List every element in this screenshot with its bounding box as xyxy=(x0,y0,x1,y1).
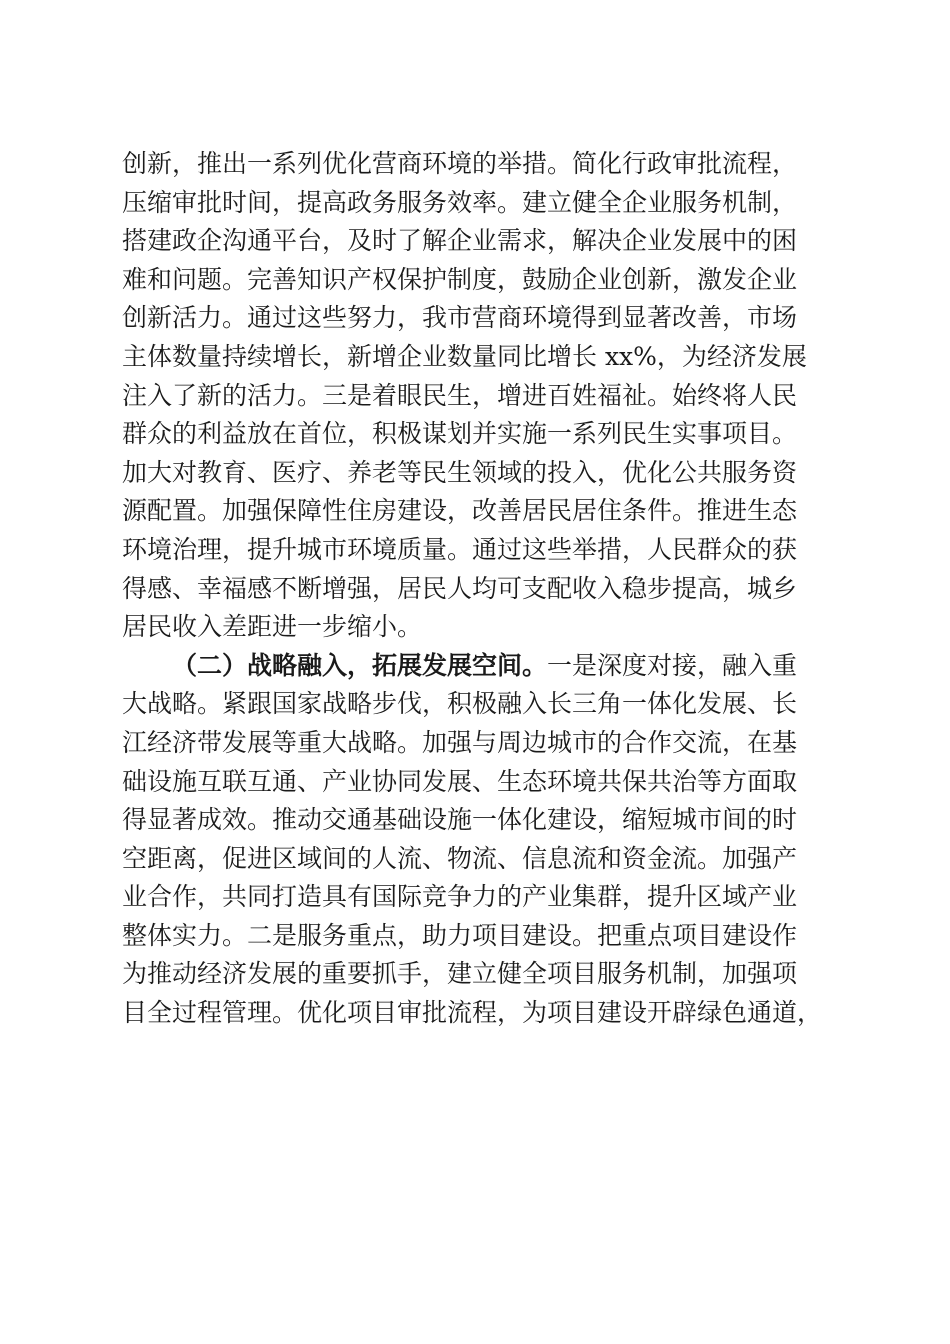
text-line: 难和问题。完善知识产权保护制度，鼓励企业创新，激发企业 xyxy=(122,264,798,294)
text-line: 为推动经济发展的重要抓手，建立健全项目服务机制，加强项 xyxy=(122,959,798,989)
text-line: 创新，推出一系列优化营商环境的举措。简化行政审批流程， xyxy=(122,149,798,178)
text-line: 居民收入差距进一步缩小。 xyxy=(122,612,423,642)
section-heading-rest: 一是深度对接，融入重 xyxy=(547,650,798,680)
section-heading-line xyxy=(122,647,832,686)
text-line: 加大对教育、医疗、养老等民生领域的投入，优化公共服务资 xyxy=(122,457,798,487)
text-line: 得感、幸福感不断增强，居民人均可支配收入稳步提高，城乡 xyxy=(122,573,798,603)
text-line: 江经济带发展等重大战略。加强与周边城市的合作交流，在基 xyxy=(122,727,798,757)
text-line: 大战略。紧跟国家战略步伐，积极融入长三角一体化发展、长 xyxy=(122,689,798,719)
text-line: 础设施互联互通、产业协同发展、生态环境共保共治等方面取 xyxy=(122,766,798,796)
text-line: 得显著成效。推动交通基础设施一体化建设，缩短城市间的时 xyxy=(122,805,798,835)
text-line: 目全过程管理。优化项目审批流程，为项目建设开辟绿色通道， xyxy=(122,998,823,1028)
text-line: 业合作，共同打造具有国际竞争力的产业集群，提升区域产业 xyxy=(122,882,798,912)
text-line: 整体实力。二是服务重点，助力项目建设。把重点项目建设作 xyxy=(122,920,798,950)
text-line: 空距离，促进区域间的人流、物流、信息流和资金流。加强产 xyxy=(122,843,798,873)
text-line: 环境治理，提升城市环境质量。通过这些举措，人民群众的获 xyxy=(122,534,798,564)
text-line: 搭建政企沟通平台，及时了解企业需求，解决企业发展中的困 xyxy=(122,226,798,256)
body-text xyxy=(122,145,832,1033)
text-line: 群众的利益放在首位，积极谋划并实施一系列民生实事项目。 xyxy=(122,419,798,449)
text-line: 主体数量持续增长，新增企业数量同比增长 xx%，为经济发展 xyxy=(122,341,807,371)
text-line: 创新活力。通过这些努力，我市营商环境得到显著改善，市场 xyxy=(122,303,798,333)
text-line: 源配置。加强保障性住房建设，改善居民居住条件。推进生态 xyxy=(122,496,798,526)
section-heading: （二）战略融入，拓展发展空间。 xyxy=(172,650,548,680)
text-line: 注入了新的活力。三是着眼民生，增进百姓福祉。始终将人民 xyxy=(122,380,798,410)
text-line: 压缩审批时间，提高政务服务效率。建立健全企业服务机制， xyxy=(122,187,798,217)
